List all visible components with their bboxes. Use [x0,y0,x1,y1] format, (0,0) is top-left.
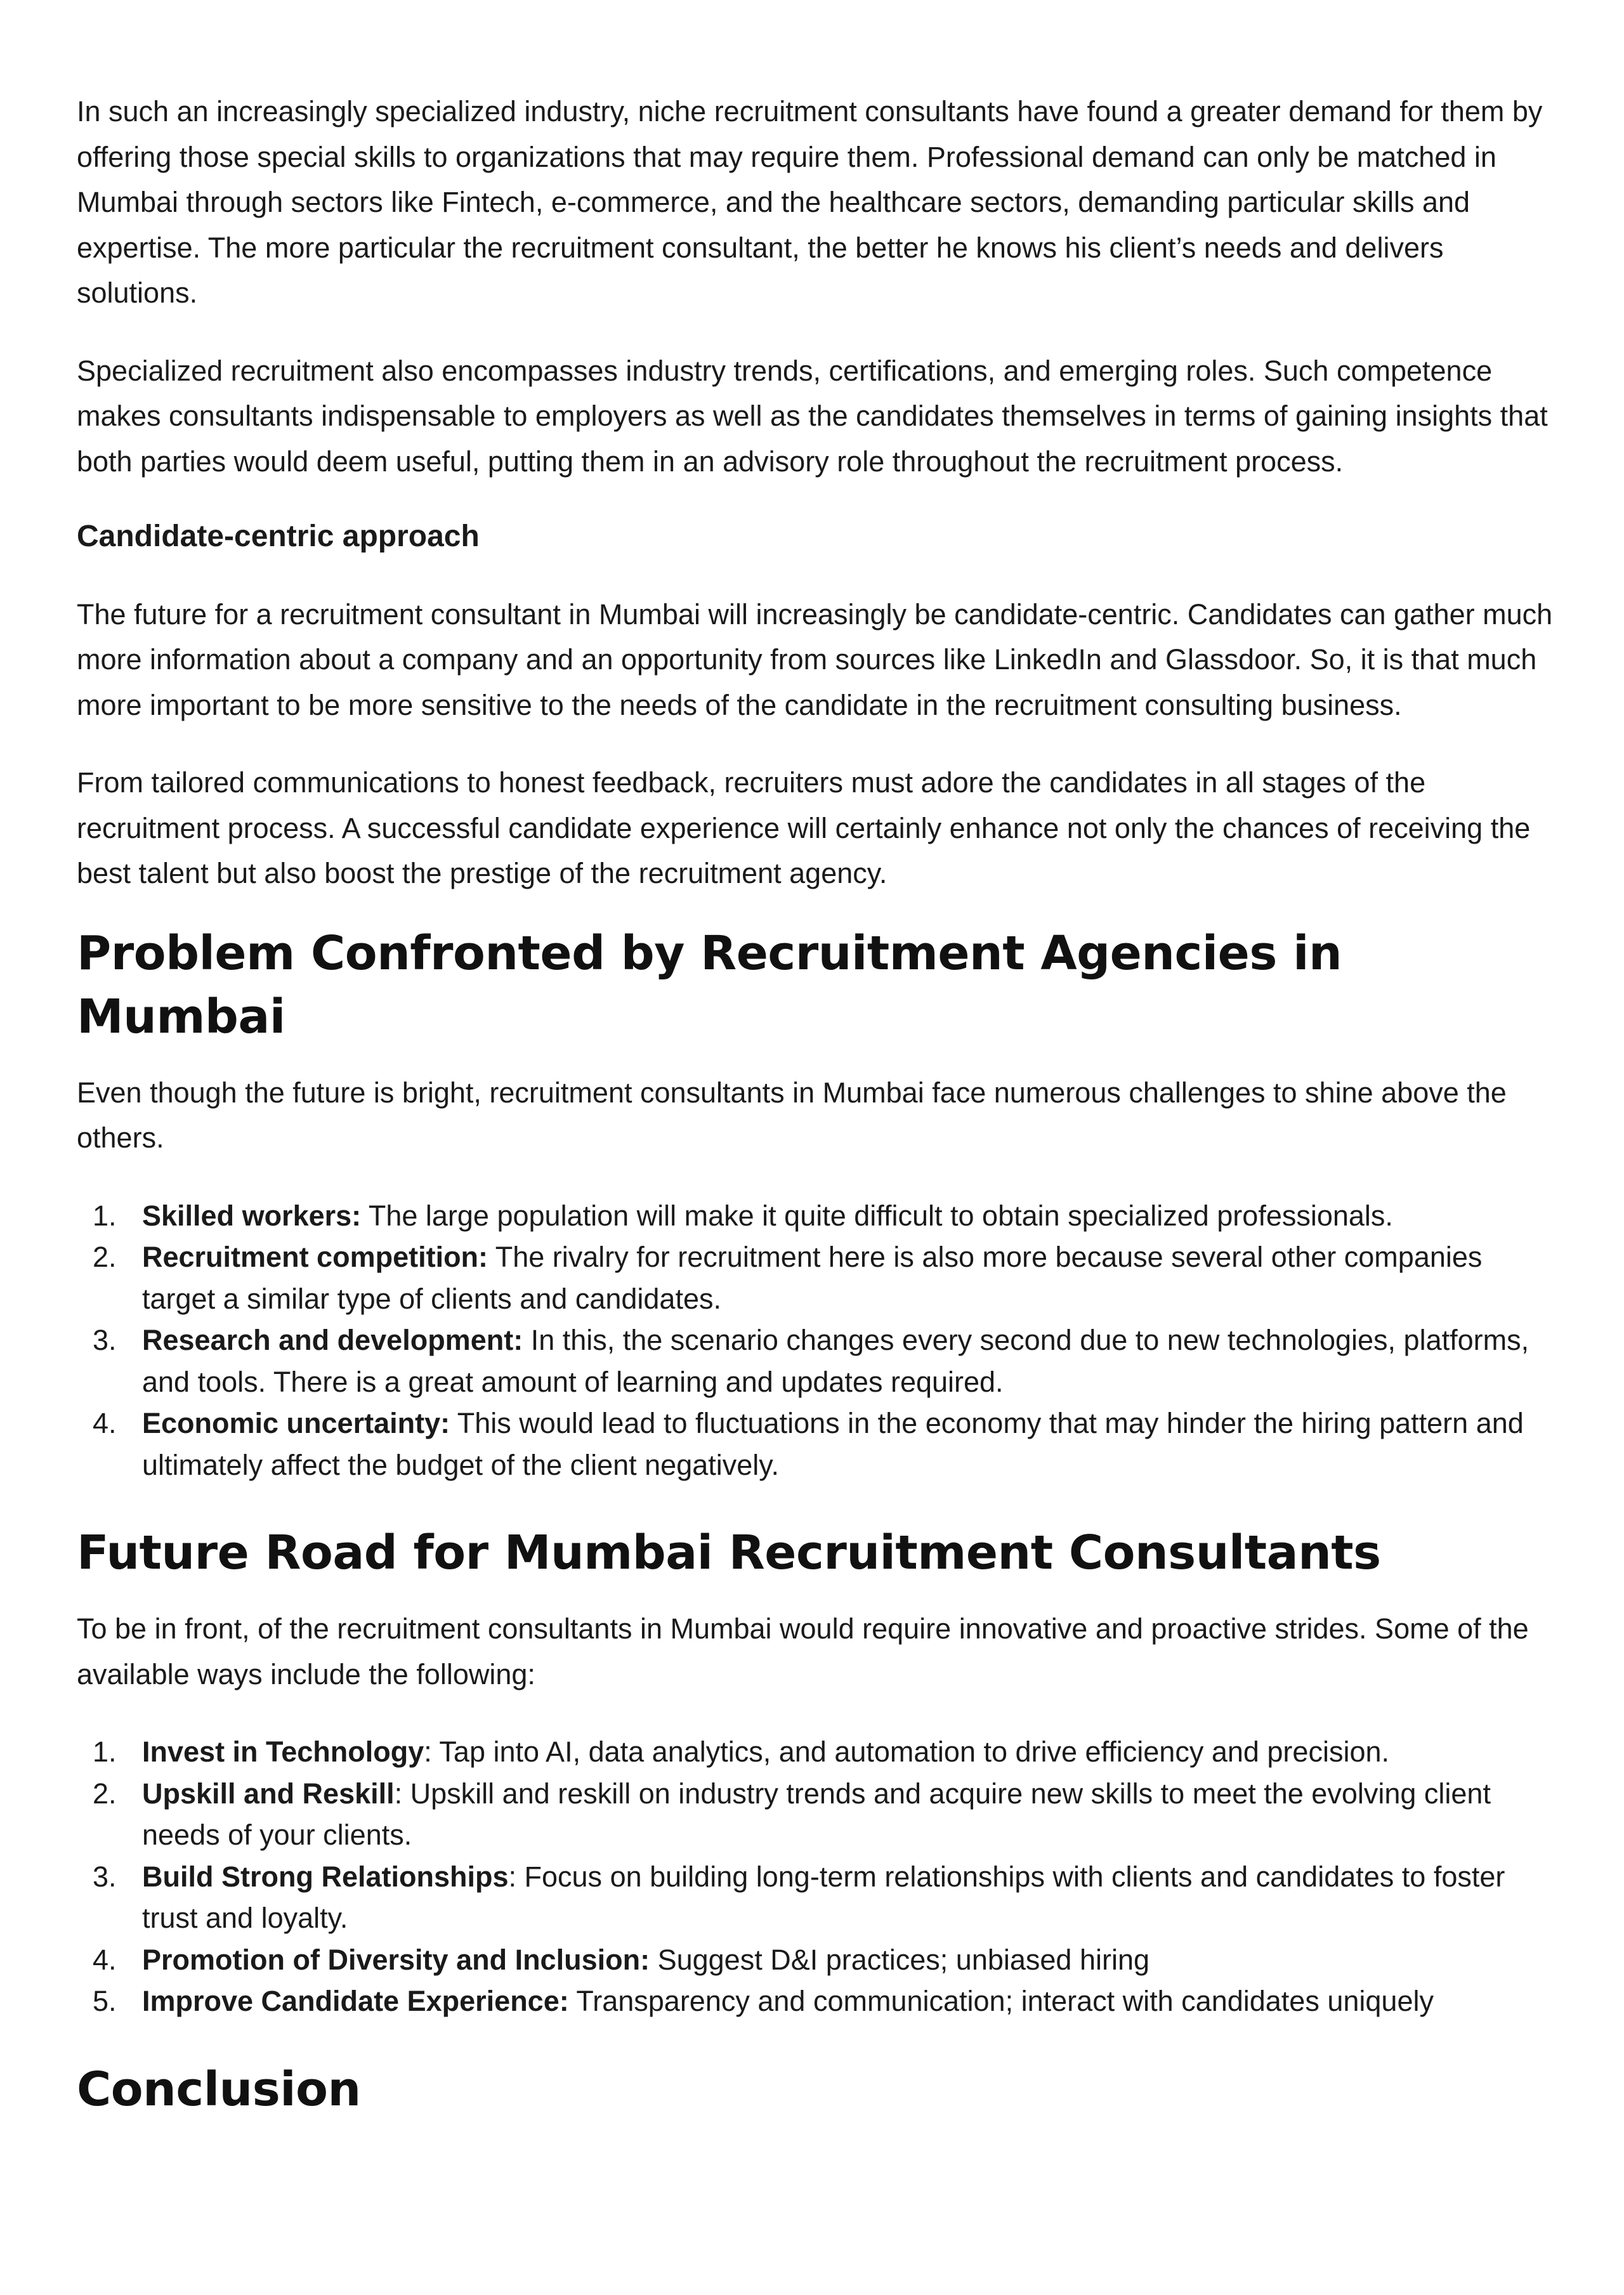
candidate-paragraph-1: The future for a recruitment consultant in Mumbai will increasingly be candidate-centric. Candidates can gather much more information about a company and an opportunity from sources like LinkedIn and Glassdoor. So, it is that much more important to be more sensitive to the needs of the candidate in the recruitment consulting business. [77,598,1553,721]
list-number: 3. [93,1324,117,1356]
list-item-text: : Upskill and reskill on industry trends and acquire new skills to meet the evolving client needs of your clients. [142,1777,1491,1851]
list-number: 3. [93,1860,117,1893]
list-item [77,1939,1561,1981]
future-intro: To be in front, of the recruitment consultants in Mumbai would require innovative and proactive strides. Some of the available ways include the following: [77,1612,1529,1690]
list-item-term: Skilled workers: [142,1199,362,1232]
conclusion-heading: Conclusion [77,2062,361,2117]
list-item-term: Improve Candidate Experience: [142,1985,569,2017]
list-number: 4. [93,1407,117,1439]
list-item-text: Suggest D&I practices; unbiased hiring [650,1943,1150,1976]
list-item [77,1773,1561,1856]
list-item-text: : Focus on building long-term relationships with clients and candidates to foster trust and loyalty. [142,1860,1505,1934]
list-item-text: The rivalry for recruitment here is also more because several other companies target a similar type of clients and candidates. [142,1241,1483,1315]
list-item-text: In this, the scenario changes every second due to new technologies, platforms, and tools. There is a great amount of learning and updates required. [142,1324,1529,1398]
problems-intro: Even though the future is bright, recruitment consultants in Mumbai face numerous challenges to shine above the others. [77,1076,1507,1154]
list-number: 4. [93,1943,117,1976]
future-list [77,1731,1561,2022]
list-item [77,1731,1561,1773]
list-item-text: This would lead to fluctuations in the economy that may hinder the hiring pattern and ultimately affect the budget of the client negatively. [142,1407,1524,1481]
list-item [77,1980,1561,2022]
list-item [77,1195,1561,1237]
list-number: 2. [93,1777,117,1810]
list-item-text: The large population will make it quite difficult to obtain specialized professionals. [361,1199,1393,1232]
list-item [77,1856,1561,1939]
candidate-paragraph-2: From tailored communications to honest feedback, recruiters must adore the candidates in all stages of the recruitment process. A successful candidate experience will certainly enhance not only the chances of receiving the best talent but also boost the prestige of the recruitment agency. [77,766,1531,889]
list-item-term: Build Strong Relationships [142,1860,509,1893]
list-item-text: : Tap into AI, data analytics, and automation to drive efficiency and precision. [424,1736,1389,1768]
list-item-term: Upskill and Reskill [142,1777,395,1810]
problems-list [77,1195,1561,1486]
list-number: 1. [93,1199,117,1232]
list-item-term: Recruitment competition: [142,1241,488,1273]
list-item-term: Invest in Technology [142,1736,424,1768]
intro-paragraph-1: In such an increasingly specialized industry, niche recruitment consultants have found a greater demand for them by offering those special skills to organizations that may require them. Professional demand can only be matched in Mumbai through sectors like Fintech, e-commerce, and the healthcare sectors, demanding particular skills and expertise. The more particular the recruitment consultant, the better he knows his client’s needs and delivers solutions. [77,95,1543,309]
list-item-term: Research and development: [142,1324,523,1356]
list-item [77,1319,1561,1403]
list-number: 2. [93,1241,117,1273]
future-heading: Future Road for Mumbai Recruitment Consultants [77,1526,1381,1580]
list-item-term: Economic uncertainty: [142,1407,450,1439]
list-item [77,1403,1561,1486]
document-page [77,89,1561,2121]
list-item-term: Promotion of Diversity and Inclusion: [142,1943,650,1976]
problems-heading: Problem Confronted by Recruitment Agencies in Mumbai [77,925,1342,1044]
list-number: 5. [93,1985,117,2017]
list-number: 1. [93,1736,117,1768]
list-item [77,1236,1561,1319]
candidate-centric-heading: Candidate-centric approach [77,520,480,553]
list-item-text: Transparency and communication; interact with candidates uniquely [568,1985,1434,2017]
intro-paragraph-2: Specialized recruitment also encompasses industry trends, certifications, and emerging roles. Such competence makes consultants indispensable to employers as well as the candidates themselves in terms of gaining insights that both parties would deem useful, putting them in an advisory role throughout the recruitment process. [77,354,1548,478]
